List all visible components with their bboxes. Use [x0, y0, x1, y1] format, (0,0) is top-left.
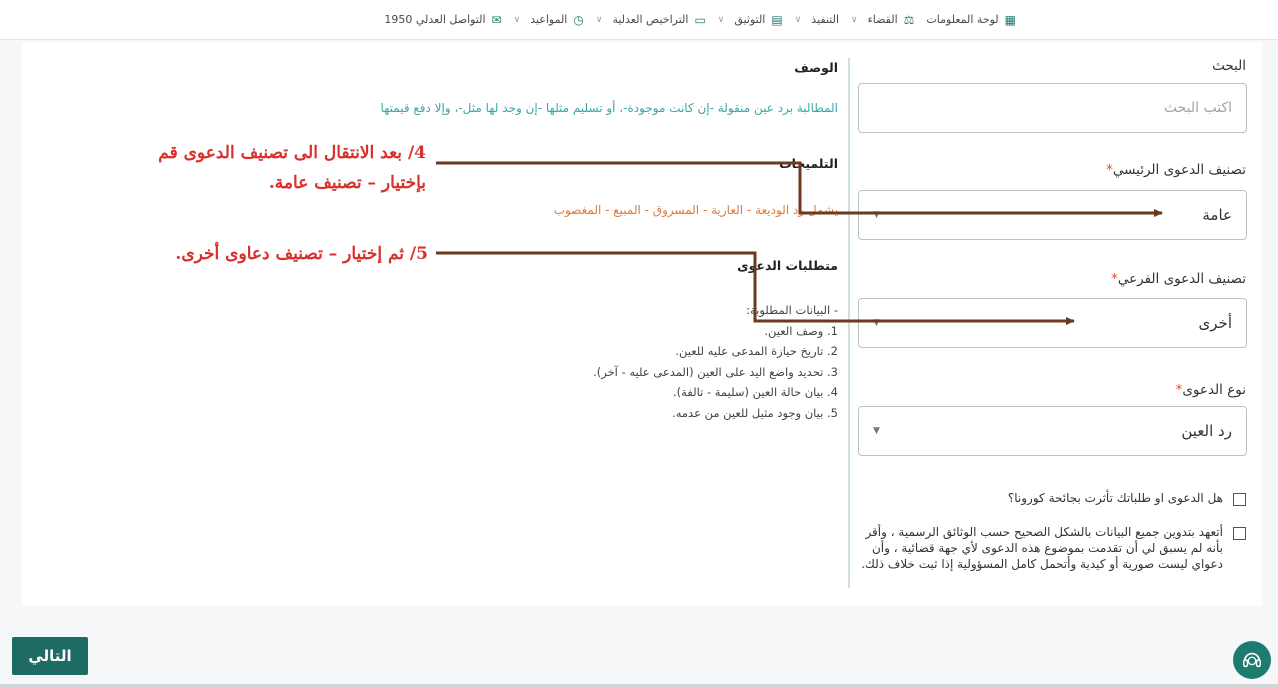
hints-text: يشمل رد الوديعة - العارية - المسروق - المبيع - المغصوب [553, 203, 838, 217]
headset-icon [1241, 649, 1263, 671]
sub-category-label-text: تصنيف الدعوى الفرعي [1117, 271, 1246, 287]
pledge-check-row[interactable] [846, 524, 1246, 573]
nav-item-label: التنفيذ [811, 13, 840, 26]
nav-item-label: التراخيص العدلية [612, 13, 689, 26]
claim-type-label [1173, 382, 1246, 398]
description-text: المطالبة برد عين منقولة -إن كانت موجودة-، أو تسليم مثلها -إن وجد لها مثل-، وإلا دفع قيمتها [380, 101, 838, 115]
step4-annotation [46, 138, 426, 198]
requirements-line: 2. تاريخ حيازة المدعى عليه للعين. [675, 344, 838, 358]
caret-down-icon: ▼ [873, 210, 880, 220]
claim-type-value: رد العين [1181, 422, 1232, 440]
chevron-down-icon: ∨ [851, 14, 858, 25]
requirements-line: 5. بيان وجود مثيل للعين من عدمه. [672, 405, 838, 420]
nav-item-contact[interactable] [384, 13, 501, 27]
sub-category-value: أخرى [1198, 314, 1232, 332]
corona-check-row[interactable] [846, 490, 1246, 506]
nav-item-appointments[interactable] [514, 13, 584, 27]
column-divider [848, 58, 850, 588]
chevron-down-icon: ∨ [717, 14, 725, 25]
nav-item-label: لوحة المعلومات [926, 13, 999, 26]
dashboard-icon: ▦ [1004, 12, 1016, 27]
required-mark: * [1106, 162, 1113, 178]
bottom-bar [0, 684, 1278, 688]
caret-down-icon: ▼ [873, 426, 880, 436]
required-mark: * [1111, 271, 1118, 287]
requirements-list [593, 300, 838, 423]
next-button[interactable]: التالي [12, 637, 88, 675]
requirements-line: 3. تحديد واضع اليد على العين (المدعى عليه - آخر). [593, 364, 838, 379]
top-nav [0, 0, 1278, 40]
nav-item-label: التوثيق [734, 13, 766, 26]
chevron-down-icon: ∨ [794, 14, 802, 25]
nav-item-label: التواصل العدلي 1950 [384, 13, 486, 26]
nav-item-documentation[interactable] [718, 13, 783, 27]
requirements-line: 4. بيان حالة العين (سليمة - تالفة). [673, 385, 838, 399]
nav-item-dashboard[interactable] [926, 13, 1016, 27]
requirements-title: متطلبات الدعوى [737, 258, 838, 273]
requirements-line: - البيانات المطلوبة: [746, 303, 838, 317]
step4-line2: بإختيار – تصنيف عامة. [268, 173, 426, 193]
nav-item-licenses[interactable] [596, 13, 706, 27]
corona-checkbox[interactable] [1233, 493, 1246, 506]
claim-type-select[interactable] [858, 406, 1247, 456]
nav-item-label: المواعيد [530, 13, 568, 26]
nav-item-judiciary[interactable] [851, 13, 914, 27]
step4-line1: 4/ بعد الانتقال الى تصنيف الدعوى قم [158, 143, 426, 163]
search-label: البحث [1212, 58, 1246, 74]
step5-annotation: 5/ ثم إختيار – تصنيف دعاوى أخرى. [175, 244, 428, 264]
required-mark: * [1175, 382, 1183, 398]
license-icon: ▭ [694, 12, 706, 27]
help-button[interactable] [1233, 641, 1271, 679]
caret-down-icon: ▼ [873, 318, 880, 328]
nav-item-execution[interactable] [795, 13, 839, 26]
main-category-label [1103, 162, 1246, 178]
corona-check-label: هل الدعوى او طلباتك تأثرت بجائحة كورونا؟ [1007, 491, 1223, 505]
sub-category-label [1108, 271, 1246, 287]
pledge-checkbox[interactable] [1233, 527, 1246, 540]
document-icon: ▤ [771, 12, 783, 27]
nav-item-label: القضاء [867, 13, 898, 26]
claim-form-card [22, 42, 1262, 606]
justice-icon: ⚖ [903, 12, 915, 27]
claim-type-label-text: نوع الدعوى [1182, 382, 1246, 398]
chevron-down-icon: ∨ [513, 14, 521, 25]
main-category-select[interactable] [858, 190, 1247, 240]
search-input[interactable] [873, 84, 1232, 132]
pledge-check-label: أتعهد بتدوين جميع البيانات بالشكل الصحيح حسب الوثائق الرسمية ، وأقر بأنه لم يسبق لي أن تقدمت بموضوع هذه الدعوى لأي جهة قضائية ، وأن دعواي ليست صورية أو كيدية وأتحمل كامل المسؤولية إذا ثبت خلاف ذلك. [861, 525, 1223, 572]
requirements-line: 1. وصف العين. [764, 323, 838, 338]
mail-icon: ✉ [491, 12, 502, 27]
search-field[interactable] [858, 83, 1247, 133]
clock-icon: ◷ [573, 12, 584, 27]
sub-category-select[interactable] [858, 298, 1247, 348]
description-title: الوصف [794, 60, 838, 75]
main-category-value: عامة [1202, 206, 1232, 224]
hints-title: التلميحات [779, 156, 838, 171]
main-category-label-text: تصنيف الدعوى الرئيسي [1112, 162, 1246, 178]
chevron-down-icon: ∨ [595, 14, 603, 25]
